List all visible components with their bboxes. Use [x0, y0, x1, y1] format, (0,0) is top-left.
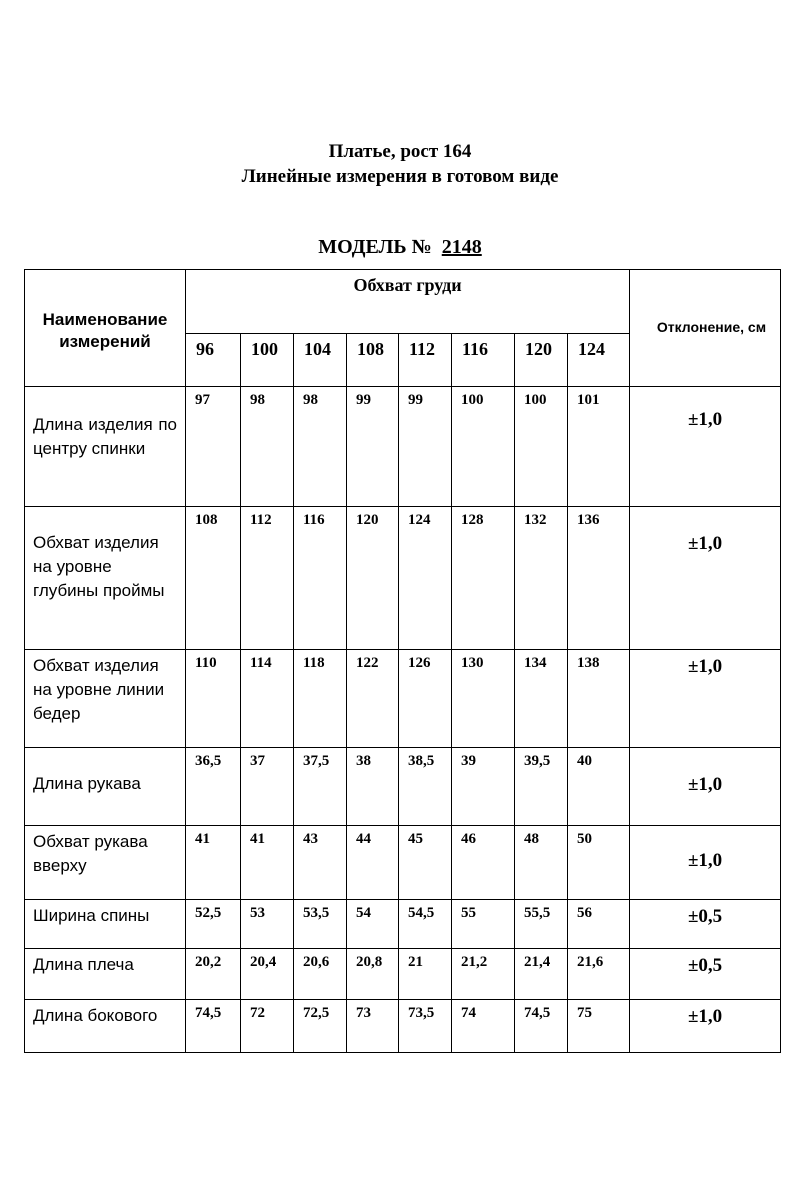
measurement-value: 21,6 — [568, 949, 630, 1000]
measurement-row — [25, 650, 781, 748]
size-header-cell: 104 — [294, 334, 347, 387]
size-header-cell: 116 — [452, 334, 515, 387]
measurement-value: 36,5 — [186, 748, 241, 826]
measurement-row — [25, 1000, 781, 1053]
measurement-value: 100 — [452, 387, 515, 507]
measurement-value: 72,5 — [294, 1000, 347, 1053]
measurement-value: 41 — [241, 826, 294, 900]
chest-girth-header: Обхват груди — [186, 270, 630, 334]
measurement-row — [25, 748, 781, 826]
measurement-value: 54,5 — [399, 900, 452, 949]
measurement-value: 41 — [186, 826, 241, 900]
size-header-cell: 100 — [241, 334, 294, 387]
deviation-value: ±1,0 — [630, 1000, 781, 1053]
size-header-cell: 120 — [515, 334, 568, 387]
measurement-row — [25, 949, 781, 1000]
measurement-value: 55 — [452, 900, 515, 949]
measurement-value: 45 — [399, 826, 452, 900]
measurement-value: 99 — [399, 387, 452, 507]
measurement-value: 98 — [241, 387, 294, 507]
measurement-name: Длина плеча — [25, 949, 186, 1000]
measurement-value: 116 — [294, 507, 347, 650]
measurement-name: Обхват изделия на уровне линии бедер — [25, 650, 186, 748]
measurement-value: 73,5 — [399, 1000, 452, 1053]
deviation-value: ±0,5 — [630, 949, 781, 1000]
measurement-value: 38,5 — [399, 748, 452, 826]
measurement-value: 20,6 — [294, 949, 347, 1000]
measurement-value: 37 — [241, 748, 294, 826]
measurement-name: Длина рукава — [25, 748, 186, 826]
measurement-value: 21,4 — [515, 949, 568, 1000]
measurement-value: 50 — [568, 826, 630, 900]
measurement-value: 73 — [347, 1000, 399, 1053]
measurement-value: 43 — [294, 826, 347, 900]
measurement-value: 20,4 — [241, 949, 294, 1000]
deviation-value: ±1,0 — [630, 748, 781, 826]
document-title: Платье, рост 164 — [328, 141, 472, 162]
measurement-value: 38 — [347, 748, 399, 826]
measurement-value: 55,5 — [515, 900, 568, 949]
deviation-value: ±1,0 — [630, 650, 781, 748]
document-subtitle: Линейные измерения в готовом виде — [241, 166, 559, 187]
deviation-value: ±1,0 — [630, 387, 781, 507]
deviation-value: ±0,5 — [630, 900, 781, 949]
measurement-row — [25, 826, 781, 900]
measurement-value: 53,5 — [294, 900, 347, 949]
model-number: 2148 — [441, 236, 482, 258]
size-header-cell: 124 — [568, 334, 630, 387]
measurement-value: 44 — [347, 826, 399, 900]
measurement-value: 132 — [515, 507, 568, 650]
measurement-value: 101 — [568, 387, 630, 507]
measurement-value: 46 — [452, 826, 515, 900]
measurement-value: 136 — [568, 507, 630, 650]
measurement-value: 53 — [241, 900, 294, 949]
measurement-value: 74,5 — [515, 1000, 568, 1053]
measurement-value: 21 — [399, 949, 452, 1000]
measurement-name: Ширина спины — [25, 900, 186, 949]
measurement-value: 112 — [241, 507, 294, 650]
measurement-value: 97 — [186, 387, 241, 507]
measurement-value: 118 — [294, 650, 347, 748]
measurement-value: 114 — [241, 650, 294, 748]
measurement-value: 21,2 — [452, 949, 515, 1000]
measurement-name-header: Наименование измерений — [25, 270, 186, 387]
measurement-value: 138 — [568, 650, 630, 748]
measurement-value: 108 — [186, 507, 241, 650]
deviation-value: ±1,0 — [630, 507, 781, 650]
measurement-value: 39 — [452, 748, 515, 826]
measurement-value: 74 — [452, 1000, 515, 1053]
measurement-name: Обхват рукава вверху — [25, 826, 186, 900]
measurement-value: 52,5 — [186, 900, 241, 949]
measurements-table — [24, 269, 781, 1053]
model-heading — [0, 236, 800, 258]
size-header-cell: 112 — [399, 334, 452, 387]
measurement-value: 99 — [347, 387, 399, 507]
measurement-row — [25, 507, 781, 650]
deviation-header: Отклонение, см — [630, 270, 781, 387]
measurement-value: 98 — [294, 387, 347, 507]
measurement-value: 110 — [186, 650, 241, 748]
size-header-cell: 96 — [186, 334, 241, 387]
measurement-row — [25, 387, 781, 507]
measurement-value: 130 — [452, 650, 515, 748]
measurement-name: Длина изделия по центру спинки — [25, 387, 186, 507]
measurement-value: 39,5 — [515, 748, 568, 826]
measurement-value: 20,2 — [186, 949, 241, 1000]
model-label: МОДЕЛЬ № — [318, 236, 432, 258]
measurement-value: 54 — [347, 900, 399, 949]
measurement-row — [25, 900, 781, 949]
deviation-value: ±1,0 — [630, 826, 781, 900]
measurement-name: Длина бокового — [25, 1000, 186, 1053]
measurement-value: 100 — [515, 387, 568, 507]
measurement-value: 56 — [568, 900, 630, 949]
measurement-value: 40 — [568, 748, 630, 826]
measurement-value: 120 — [347, 507, 399, 650]
measurement-value: 134 — [515, 650, 568, 748]
measurement-value: 37,5 — [294, 748, 347, 826]
measurement-value: 20,8 — [347, 949, 399, 1000]
size-header-cell: 108 — [347, 334, 399, 387]
measurement-value: 126 — [399, 650, 452, 748]
measurement-value: 72 — [241, 1000, 294, 1053]
measurement-value: 74,5 — [186, 1000, 241, 1053]
measurement-value: 48 — [515, 826, 568, 900]
measurement-value: 75 — [568, 1000, 630, 1053]
measurement-value: 122 — [347, 650, 399, 748]
measurement-name: Обхват изделия на уровне глубины проймы — [25, 507, 186, 650]
measurement-value: 124 — [399, 507, 452, 650]
measurement-value: 128 — [452, 507, 515, 650]
